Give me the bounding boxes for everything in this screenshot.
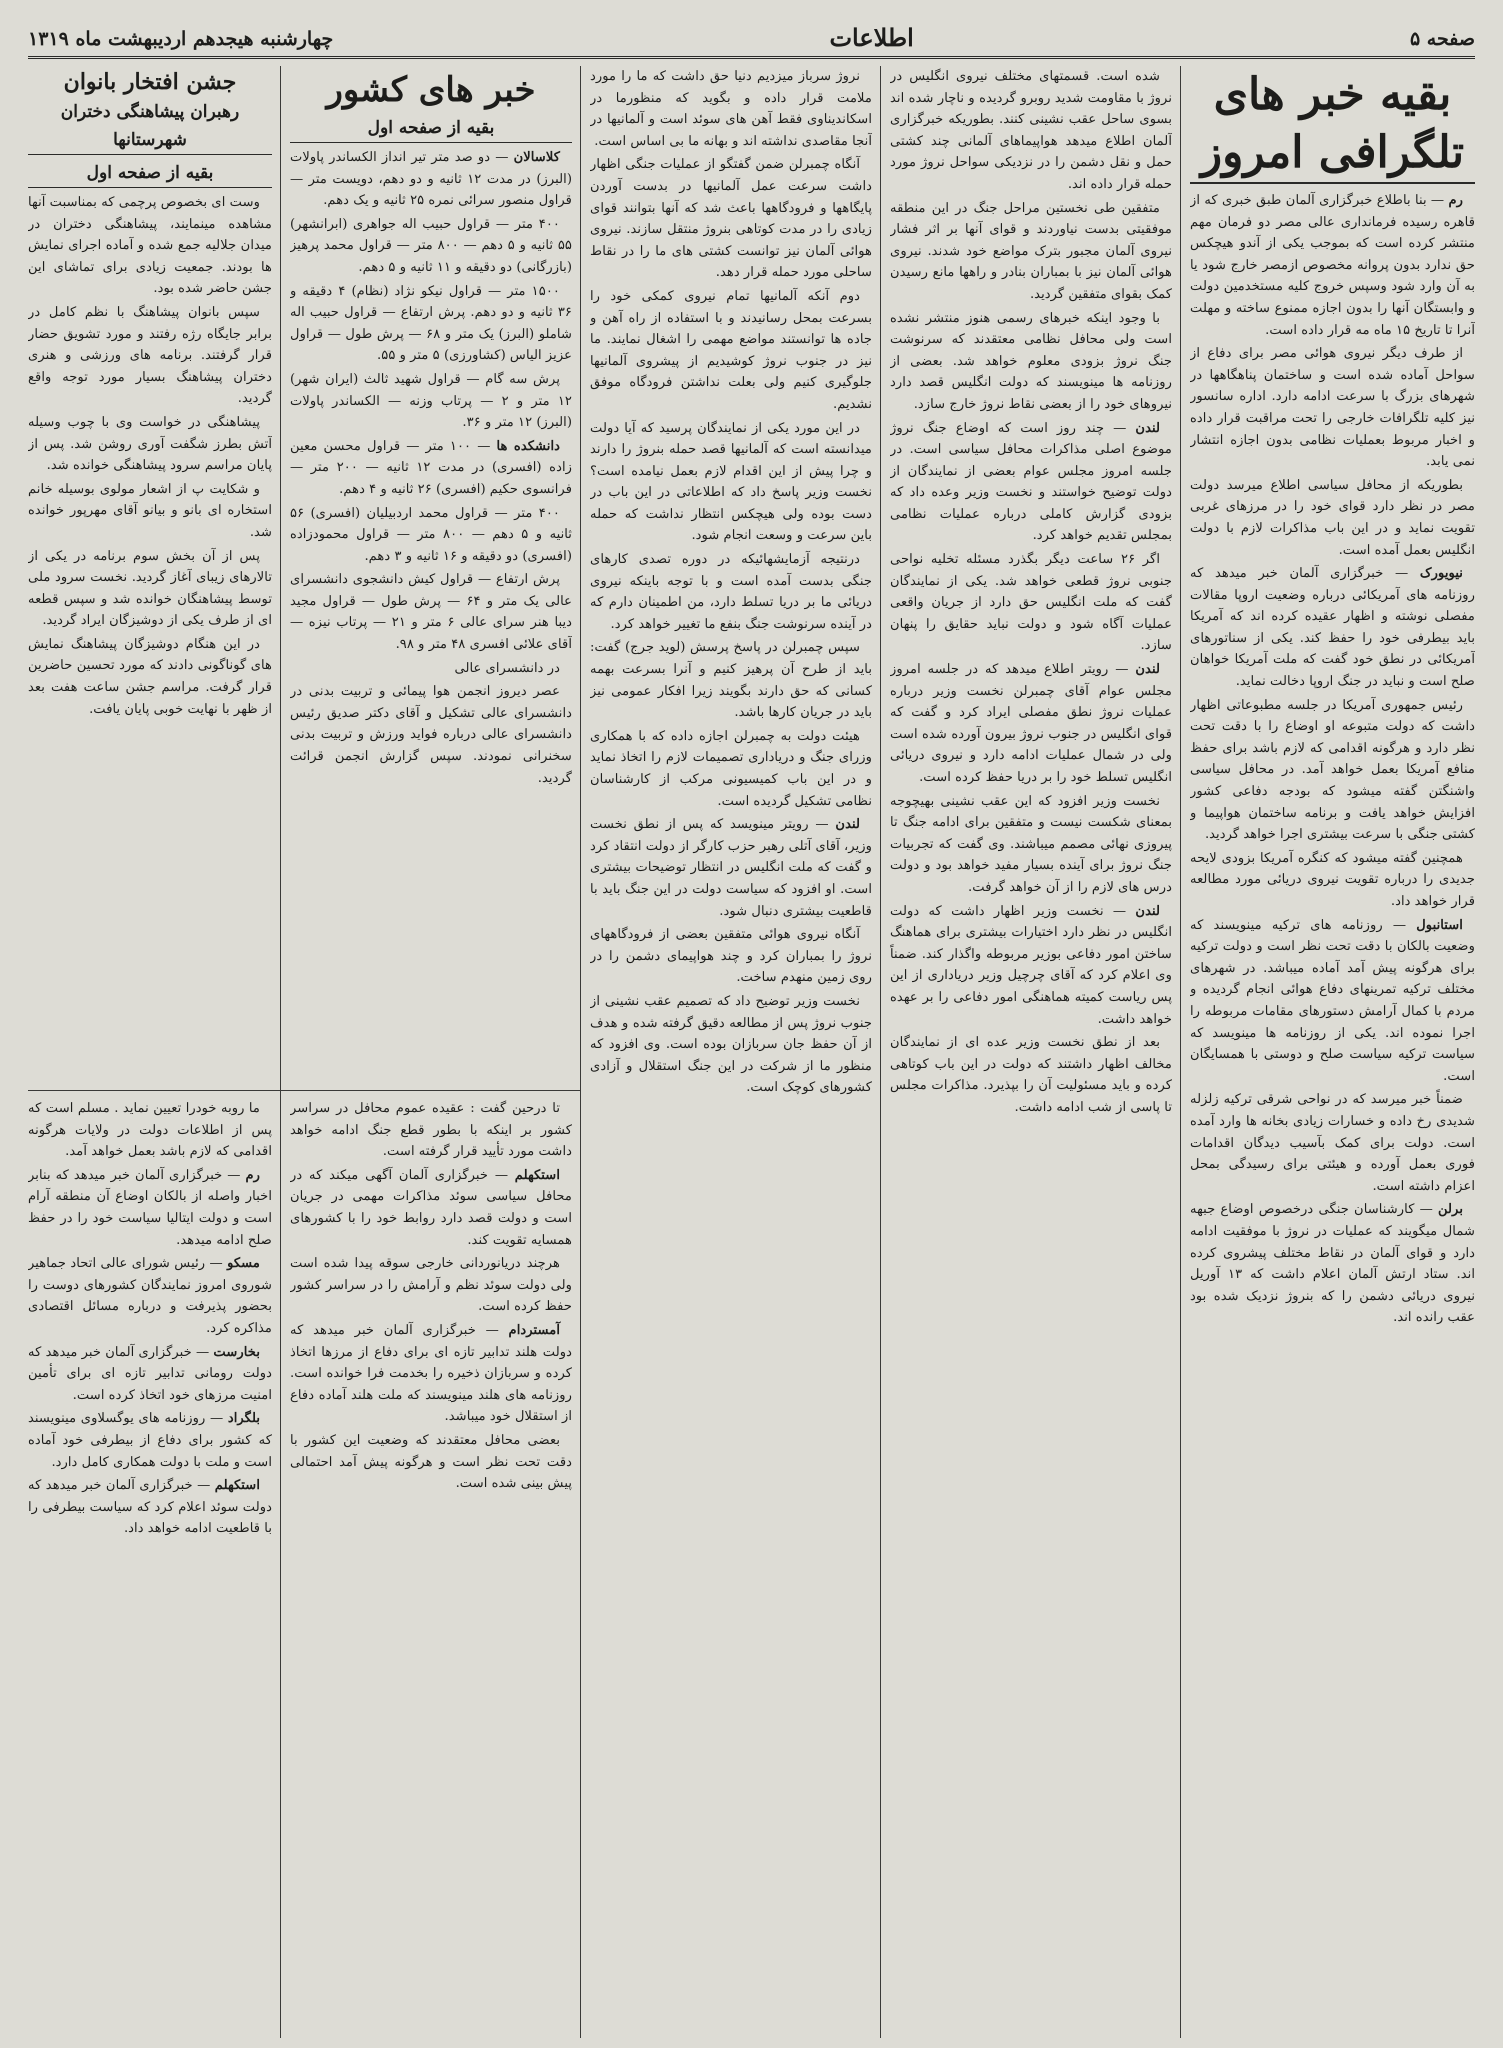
article-paragraph xyxy=(290,436,572,501)
paragraph-text: — دو صد متر تیر انداز الکساندر پاولات (البرز) در مدت ۱۲ ثانیه و دو دهم، دویست متر — قراول منصور سرائی نمره ۲۵ ثانیه و یک دهم. xyxy=(290,150,572,209)
paragraph-text: — بنا باطلاع خبرگزاری آلمان طبق خبری که از قاهره رسیده فرمانداری عالی مصر دو فرمان مهم منتشر کرده است که بموجب یکی از آندو هیچکس حق ندارد بدون پروانه مخصوص ازمصر خارج شود یا به آن وارد شود وسپس خروج کلیه مستخدمین دولت و وابستگان آنها را بدون اجازه ممنوع ساخته و مهلت آنرا تا تاریخ ۱۵ ماه مه قرار داده است. xyxy=(1190,193,1475,338)
article-paragraph xyxy=(1190,343,1475,473)
article-paragraph xyxy=(590,154,872,284)
article-paragraph xyxy=(1190,563,1475,693)
article-paragraph xyxy=(28,479,272,544)
article-paragraph xyxy=(890,659,1172,789)
article-paragraph xyxy=(590,991,872,1099)
paragraph-text: و شکایت پ از اشعار مولوی بوسیله خانم استخاره ای بانو و بیانو آقای مهرپور خوانده شد. xyxy=(28,481,272,540)
column-2-body xyxy=(890,66,1172,1119)
article-paragraph xyxy=(28,1342,272,1407)
article-paragraph xyxy=(890,791,1172,899)
paragraph-text: درنتیجه آزمایشهائیکه در دوره تصدی کارهای جنگی بدست آمده است و با توجه باینکه نیروی دریائی ما بر دریا تسلط دارد، من اطمینان دارم که در آینده سرنوشت جنگ بنفع ما تغییر خواهد کرد. xyxy=(590,552,872,632)
paragraph-text: ضمناً خبر میرسد که در نواحی شرقی ترکیه زلزله شدیدی رخ داده و خسارات زیادی بخانه ها وارد آمده است. دولت برای کمک بآسیب دیدگان اقدامات فوری بعمل آورده و هیئتی برای رسیدگی بمحل اعزام داشته است. xyxy=(1190,1092,1475,1194)
dateline-city: آمستردام xyxy=(508,1322,560,1338)
celebration-heading: جشن افتخار بانوان xyxy=(63,69,237,95)
article-paragraph xyxy=(28,634,272,720)
article-paragraph xyxy=(290,681,572,789)
article-paragraph xyxy=(290,147,572,212)
paragraph-text: ما روبه خودرا تعیین نماید . مسلم است که پس از اطلاعات دولت در ولایات هرگونه اقدامی که لازم باشد بعمل خواهد آمد. xyxy=(28,1101,272,1160)
article-paragraph xyxy=(1190,1089,1475,1197)
paragraph-text: — خبرگزاری آلمان خبر میدهد که دولت سوئد اعلام کرد که سیاست بیطرفی را با قاطعیت ادامه خواهد داد. xyxy=(28,1478,272,1537)
paragraph-text: رئیس جمهوری آمریکا در جلسه مطبوعاتی اظهار داشت که دولت متبوعه او اوضاع را با دقت تحت نظر دارد و هرگونه اقدامی که لازم باشد برای حفظ منافع آمریکا بعمل خواهد آمد. در محافل سیاسی واشنگتن گفته میشود که بودجه دفاعی کشور افزایش خواهد یافت و برنامه ساختمان هواپیما و کشتی جنگی با سرعت بیشتری اجرا خواهد گردید. xyxy=(1190,697,1475,843)
paragraph-text: — نخست وزیر اظهار داشت که دولت انگلیس در نظر دارد اختیارات بیشتری برای هماهنگ ساختن امور دفاعی بوزیر مربوطه واگذار کند. ضمناً وی اعلام کرد که آقای چرچیل وزیر دریاداری از این پس ریاست کمیته هماهنگی امور دفاعی را بر عهده خواهد داشت. xyxy=(890,903,1172,1027)
article-paragraph xyxy=(890,1032,1172,1118)
dateline-city: استکهلم xyxy=(514,1167,560,1183)
article-paragraph xyxy=(290,1098,572,1163)
column-3 xyxy=(590,66,872,2038)
paragraph-text: وست ای بخصوص پرچمی که بمناسبت آنها مشاهده مینمایند، پیشاهنگی دختران در میدان جلالیه جمع شده و آماده اجرای نمایش ها بودند. جمعیت زیادی برای تماشای این جشن حاضر شده بود. xyxy=(28,195,272,297)
article-paragraph xyxy=(590,814,872,922)
article-paragraph xyxy=(28,1408,272,1473)
article-paragraph xyxy=(890,549,1172,657)
article-paragraph xyxy=(590,66,872,152)
paragraph-text: — رئیس شورای عالی اتحاد جماهیر شوروی امروز نمایندگان کشورهای دوست را بحضور پذیرفت و درباره مسائل اقتصادی مذاکره کرد. xyxy=(28,1256,272,1336)
masthead xyxy=(28,16,1475,59)
paragraph-text: در این مورد یکی از نمایندگان پرسید که آیا دولت میدانسته است که آلمانیها قصد حمله بنروژ را دارند و چرا پیش از این اقدام لازم بعمل نیامده است؟ نخست وزیر پاسخ داد که اطلاعاتی در این باب در دست بوده ولی هیچکس انتظار نداشت که حمله باین سرعت و وسعت انجام شود. xyxy=(590,420,872,544)
article-paragraph xyxy=(290,569,572,655)
column-3-body xyxy=(590,66,872,1099)
paragraph-text: — رویتر اطلاع میدهد که در جلسه امروز مجلس عوام آقای چمبرلن نخست وزیر درباره عملیات نروژ نطق مفصلی ایراد کرد و گفت که قوای انگلیس در جنوب نروژ بیرون آورده شده است ولی در شمال عملیات ادامه دارد و نیروی دریائی انگلیس تسلط خود را بر دریا حفظ کرده است. xyxy=(890,662,1172,785)
page-number: صفحه ۵ xyxy=(1409,28,1475,50)
paragraph-text: — چند روز است که اوضاع جنگ نروژ موضوع اصلی مذاکرات محافل سیاسی است. در جلسه امروز مجلس عوام بعضی از نمایندگان از دولت توضیح خواستند و نخست وزیر وعده داد که بزودی گزارش کاملی درباره عملیات نظامی بمجلس تقدیم خواهد کرد. xyxy=(890,420,1172,544)
article-paragraph xyxy=(28,302,272,410)
celebration-subheading: رهبران پیشاهنگی دختران شهرستانها xyxy=(28,98,272,155)
article-paragraph xyxy=(28,412,272,477)
article-paragraph xyxy=(290,1165,572,1251)
article-paragraph xyxy=(590,549,872,635)
article-paragraph xyxy=(290,281,572,367)
paragraph-text: در دانشسرای عالی xyxy=(454,660,560,676)
paragraph-text: دوم آنکه آلمانیها تمام نیروی کمکی خود را بسرعت بمحل رسانیدند و با استفاده از راه آهن و جاده ها توانستند مواضع مهمی را اشغال نمایند. ما نیز در جنوب نروژ کوشیدیم از پیشروی آلمانیها جلوگیری کنیم ولی بعلت نداشتن فرودگاه موفق نشدیم. xyxy=(590,288,872,412)
column-5b-body xyxy=(28,1098,272,1540)
paragraph-text: — خبرگزاری آلمان خبر میدهد که بنابر اخبار واصله از بالکان اوضاع آن منطقه آرام است و دولت ایتالیا سیاست خود را در حفظ صلح ادامه میدهد. xyxy=(28,1167,272,1248)
paper-name: اطلاعات xyxy=(829,23,914,52)
column-rule xyxy=(280,66,281,2038)
dateline-city: بخارست xyxy=(213,1344,260,1360)
paragraph-text: — روزنامه های ترکیه مینویسند که وضعیت بالکان با دقت تحت نظر است و دولت ترکیه برای هرگونه پیش آمد آماده میباشد. در شهرهای مختلف ترکیه تمرینهای دفاع هوائی انجام گردیده و مردم با کمال آرامش دستورهای مقامات مربوطه را اجرا نموده اند. یکی از روزنامه ها مینویسد که سیاست ترکیه سیاست صلح و دوستی با همسایگان است. xyxy=(1190,917,1475,1084)
article-paragraph xyxy=(28,1475,272,1540)
article-paragraph xyxy=(28,546,272,632)
column-rule xyxy=(880,66,881,2038)
continued-label: بقیه از صفحه اول xyxy=(28,159,272,188)
main-headline: بقیه خبر های تلگرافی امروز xyxy=(1190,66,1475,184)
continued-label: بقیه از صفحه اول xyxy=(290,114,572,143)
dateline-city: نیویورک xyxy=(1419,566,1463,582)
paragraph-text: نروژ سرباز میزدیم دنیا حق داشت که ما را مورد ملامت قرار داده و بگوید که منظورما در اسکاندیناوی فقط آهن های سوئد است و آلمانیها در آنجا مقاصدی نداشته اند و بهانه ما بی اساس است. xyxy=(590,69,872,149)
paragraph-text: هیئت دولت به چمبرلن اجازه داده که با همکاری وزرای جنگ و دریاداری تصمیمات لازم را اتخاذ نماید و در این باب کمیسیونی مرکب از کارشناسان نظامی تشکیل گردیده است. xyxy=(590,728,872,809)
column-5-body xyxy=(28,192,272,720)
article-paragraph xyxy=(1190,915,1475,1088)
article-paragraph xyxy=(890,308,1172,416)
article-paragraph xyxy=(590,418,872,548)
paragraph-text: پرش سه گام — قراول شهید ثالث (ایران شهر) ۱۲ متر و ۲ — پرتاب وزنه — الکساندر پاولات (البرز) ۱۲ متر و ۳۶. xyxy=(290,371,572,431)
paragraph-text: — خبرگزاری آلمان خبر میدهد که دولت رومانی تدابیر تازه ای برای تأمین امنیت مرزهای خود اتخاذ کرده است. xyxy=(28,1344,272,1403)
paragraph-text: هرچند دریانوردانی خارجی سوقه پیدا شده است ولی دولت سوئد نظم و آرامش را در سراسر کشور حفظ کرده است. xyxy=(290,1256,572,1315)
article-paragraph xyxy=(28,1165,272,1251)
column-4-body xyxy=(290,147,572,789)
paragraph-text: — ۱۰۰ متر — قراول محسن معین زاده (افسری) در مدت ۱۲ ثانیه — ۲۰۰ متر — فرانسوی حکیم (افسری) ۲۶ ثانیه و ۴ دهم. xyxy=(290,438,572,497)
paragraph-text: ۱۵۰۰ متر — قراول نیکو نژاد (نظام) ۴ دقیقه و ۳۶ ثانیه و دو دهم. پرش ارتفاع — قراول حبیب اله شاملو (البرز) یک متر و ۶۸ — پرش طول — قراول عزیز الیاس (کشاورزی) ۵ متر و ۵۵. xyxy=(290,283,572,364)
article-paragraph xyxy=(290,1320,572,1428)
article-paragraph xyxy=(290,658,572,680)
paragraph-text: بعضی محافل معتقدند که وضعیت این کشور با دقت تحت نظر است و هرگونه پیش آمد احتمالی پیش بینی شده است. xyxy=(290,1432,572,1492)
article-paragraph xyxy=(1190,695,1475,846)
dateline-city: مسکو xyxy=(227,1256,260,1272)
paragraph-text: ۴۰۰ متر — قراول محمد اردبیلیان (افسری) ۵۶ ثانیه و ۵ دهم — ۸۰۰ متر — قراول محمودزاده (افسری) دو دقیقه و ۱۶ ثانیه و ۳ دهم. xyxy=(290,505,572,564)
column-rule xyxy=(1180,66,1181,2038)
paragraph-text: عصر دیروز انجمن هوا پیمائی و تربیت بدنی در دانشسرای عالی تشکیل و آقای دکتر صدیق رئیس دانشسرای عالی درباره فواید ورزش و تربیت بدنی سخنرانی نمودند. سپس گزارش انجمن قرائت گردید. xyxy=(290,684,572,786)
section-rule xyxy=(28,1090,580,1091)
paragraph-text: در این هنگام دوشیزگان پیشاهنگ نمایش های گوناگونی دادند که مورد تحسین حاضرین قرار گرفت. مراسم جشن ساعت هفت بعد از ظهر با نهایت خوبی پایان یافت. xyxy=(28,636,272,717)
paragraph-text: پیشاهنگی در خواست وی با چوب وسیله آتش بطرز شگفت آوری روشن شد. پس از پایان مراسم سرود پیشاهنگی خوانده شد. xyxy=(28,414,272,474)
dateline-city: لندن xyxy=(1135,662,1160,678)
article-paragraph xyxy=(590,726,872,812)
paragraph-text: شده است. قسمتهای مختلف نیروی انگلیس در نروژ با مقاومت شدید روبرو گردیده و ناچار شده اند بسوی ساحل عقب نشینی کنند. بطوریکه خبرگزاری آلمان اطلاع میدهد هواپیماهای آلمانی چند کشتی حمل و نقل دشمن را در نزدیکی سواحل نروژ مورد حمله قرار داده اند. xyxy=(890,69,1172,192)
paragraph-text: بعد از نطق نخست وزیر عده ای از نمایندگان مخالف اظهار داشتند که دولت در این باب کوتاهی کرده و باید مسئولیت آن را بپذیرد. مذاکرات مجلس تا پاسی از شب ادامه داشت. xyxy=(890,1035,1172,1115)
article-paragraph xyxy=(590,286,872,416)
article-paragraph xyxy=(290,503,572,568)
article-paragraph xyxy=(1190,475,1475,561)
column-1-body xyxy=(1190,190,1475,1329)
article-paragraph xyxy=(28,192,272,300)
paragraph-text: همچنین گفته میشود که کنگره آمریکا بزودی لایحه جدیدی را درباره تقویت نیروی دریائی مورد مطالعه قرار خواهد داد. xyxy=(1190,850,1475,909)
paragraph-text: اگر ۲۶ ساعت دیگر بگذرد مسئله تخلیه نواحی جنوبی نروژ قطعی خواهد شد. یکی از نمایندگان گفت که ملت انگلیس حق دارد از جریان واقعی عملیات آگاه شود و دولت نباید حقایق را پنهان سازد. xyxy=(890,552,1172,654)
paragraph-text: سپس بانوان پیشاهنگ با نظم کامل در برابر جایگاه رژه رفتند و مورد تشویق حضار قرار گرفتند. برنامه های ورزشی و هنری دختران پیشاهنگ بسیار مورد توجه واقع گردید. xyxy=(28,304,272,407)
paragraph-text: — کارشناسان جنگی درخصوص اوضاع جبهه شمال میگویند که عملیات در نروژ با موفقیت ادامه دارد و قوای آلمان در نقاط مختلف پیشروی کرده اند. ستاد ارتش آلمان اعلام داشت که ۱۳ آوریل نیروی دریائی دشمن را که بنروژ نزدیک شده بود عقب رانده اند. xyxy=(1190,1202,1475,1326)
article-paragraph xyxy=(290,1253,572,1318)
paragraph-text: آنگاه چمبرلن ضمن گفتگو از عملیات جنگی اظهار داشت سرعت عمل آلمانیها در بدست آوردن پایگاهها و فرودگاهها باعث شد که آنها بتوانند قوای زیادی را در مدت کوتاهی بنروژ منتقل سازند. نیروی هوائی آلمان نیز توانست کشتی های ما را در نقاط ساحلی مورد حمله قرار دهد. xyxy=(590,157,872,281)
column-4-bottom xyxy=(290,1098,572,2038)
article-paragraph xyxy=(890,198,1172,306)
paragraph-text: — رویتر مینویسد که پس از نطق نخست وزیر، آقای آتلی رهبر حزب کارگر از دولت انتقاد کرد و گفت که ملت انگلیس در انتظار توضیحات بیشتری است. او افزود که سیاست دولت در این جنگ باید با قاطعیت بیشتری دنبال شود. xyxy=(590,817,872,919)
paragraph-text: آنگاه نیروی هوائی متفقین بعضی از فرودگاههای نروژ را بمباران کرد و چند هواپیمای دشمن را در روی زمین منهدم ساخت. xyxy=(590,927,872,986)
column-1 xyxy=(1190,66,1475,2038)
dateline-city: برلن xyxy=(1437,1202,1463,1218)
dateline-city: رم xyxy=(245,1167,260,1183)
paragraph-text: — روزنامه های یوگسلاوی مینویسند که کشور برای دفاع از بیطرفی خود آماده است و ملت با دولت همکاری کامل دارد. xyxy=(28,1411,272,1470)
article-paragraph xyxy=(890,901,1172,1031)
paragraph-text: — خبرگزاری آلمان خبر میدهد که روزنامه های آمریکائی درباره وضعیت اروپا مقالات مفصلی نوشته و اظهار عقیده کرده اند که آمریکا باید بیطرفی خود را حفظ کند. یکی از سناتورهای آمریکائی در نطق خود گفت که ملت آمریکا خواهان صلح است و نباید در جنگ اروپا دخالت نماید. xyxy=(1190,566,1475,690)
article-paragraph xyxy=(290,1430,572,1495)
paragraph-text: — خبرگزاری آلمان آگهی میکند که در محافل سیاسی سوئد مذاکرات مهمی در جریان است و دولت قصد دارد روابط خود را با کشورهای همسایه تقویت کند. xyxy=(290,1167,572,1248)
dateline-city: لندن xyxy=(835,817,860,833)
domestic-news-heading: خبر های کشور xyxy=(326,70,536,110)
paragraph-text: نخست وزیر افزود که این عقب نشینی بهیچوجه بمعنای شکست نیست و متفقین برای ادامه جنگ تا پیروزی نهائی مصمم میباشند. وی گفت که تجربیات جنگ نروژ برای آینده بسیار مفید خواهد بود و دولت درس های لازم را از آن خواهد گرفت. xyxy=(890,793,1172,895)
dateline-city: رم xyxy=(1448,193,1463,208)
dateline-city: استانبول xyxy=(1416,917,1463,933)
article-paragraph xyxy=(1190,848,1475,913)
paragraph-text: نخست وزیر توضیح داد که تصمیم عقب نشینی از جنوب نروژ پس از مطالعه دقیق گرفته شده و هدف از آن حفظ جان سربازان بوده است. وی افزود که منظور ما از شرکت در این جنگ استقلال و آزادی کشورهای کوچک است. xyxy=(590,993,872,1096)
paragraph-text: از طرف دیگر نیروی هوائی مصر برای دفاع از سواحل آماده شده است و ساختمان پناهگاهها در شهرهای بزرگ با سرعت ادامه دارد. اداره سانسور نیز کلیه تلگرافات خارجی را تحت مراقبت قرار داده و اخبار مربوط بعملیات نظامی بدون اجازه انتشار نمی یابد. xyxy=(1190,346,1475,470)
dateline-city: لندن xyxy=(1135,903,1160,919)
paragraph-text: با وجود اینکه خبرهای رسمی هنوز منتشر نشده است ولی محافل نظامی معتقدند که سرنوشت جنگ نروژ بزودی معلوم خواهد شد. بعضی از روزنامه ها مینویسند که دولت انگلیس قصد دارد نیروهای خود را از بعضی نقاط نروژ خارج سازد. xyxy=(890,310,1172,412)
article-paragraph xyxy=(590,924,872,989)
paragraph-text: پرش ارتفاع — قراول کیش دانشجوی دانشسرای عالی یک متر و ۶۴ — پرش طول — قراول مجید دیبا هنر سرای عالی ۶ متر و ۲۱ — پرتاب نیزه — آقای علائی افسری ۴۸ متر و ۹۸. xyxy=(290,572,572,653)
article-paragraph xyxy=(590,637,872,723)
column-4-top xyxy=(290,66,572,1086)
article-paragraph xyxy=(28,1098,272,1163)
article-paragraph xyxy=(28,1253,272,1339)
paragraph-text: سپس چمبرلن در پاسخ پرسش (لوید جرج) گفت: باید از طرح آن پرهیز کنیم و آنرا بسرعت بهمه کسانی که حق دارند بگویند زیرا افکار عمومی نیز باید در جریان کارها باشد. xyxy=(590,640,872,721)
article-paragraph xyxy=(890,418,1172,548)
column-2 xyxy=(890,66,1172,2038)
issue-date: چهارشنبه هیجدهم اردیبهشت ماه ۱۳۱۹ xyxy=(28,28,334,50)
article-paragraph xyxy=(290,369,572,434)
article-paragraph xyxy=(890,66,1172,196)
article-paragraph xyxy=(1190,190,1475,341)
article-paragraph xyxy=(1190,1199,1475,1329)
dateline-city: بلگراد xyxy=(227,1411,260,1427)
paragraph-text: متفقین طی نخستین مراحل جنگ در این منطقه موفقیتی بدست نیاوردند و قوای آنها بر اثر فشار نیروی آلمان مجبور بترک مواضع خود شدند. نیروی هوائی آلمان نیز با بمباران بنادر و راهها مانع رسیدن کمک بقوای متفقین گردید. xyxy=(890,200,1172,302)
dateline-city: لندن xyxy=(1135,420,1160,436)
column-5-bottom xyxy=(28,1098,272,2038)
paragraph-text: — خبرگزاری آلمان خبر میدهد که دولت هلند تدابیر تازه ای برای دفاع از مرزها اتخاذ کرده و سربازان ذخیره را بخدمت فرا خوانده است. روزنامه های هلند مینویسند که ملت هلند آماده دفاع از استقلال خود میباشد. xyxy=(290,1322,572,1425)
paragraph-text: تا درحین گفت : عقیده عموم محافل در سراسر کشور بر اینکه با بطور قطع جنگ ادامه خواهد داشت مورد تأیید قرار گرفته است. xyxy=(290,1101,572,1160)
column-4b-body xyxy=(290,1098,572,1495)
paragraph-text: ۴۰۰ متر — قراول حبیب اله جواهری (ابرانشهر) ۵۵ ثانیه و ۵ دهم — ۸۰۰ متر — قراول محمد پرهیز (بازرگانی) دو دقیقه و ۱۱ ثانیه و ۵ دهم. xyxy=(290,216,572,275)
dateline-city: دانشکده ها xyxy=(496,438,560,454)
column-5-top xyxy=(28,66,272,1086)
paragraph-text: پس از آن بخش سوم برنامه در یکی از تالارهای زیبای آغاز گردید. نخست سرود ملی توسط پیشاهنگان خوانده شد و سپس قطعه ای از طرف یکی از دوشیزگان ایراد گردید. xyxy=(28,548,272,629)
paragraph-text: بطوریکه از محافل سیاسی اطلاع میرسد دولت مصر در نظر دارد قوای خود را در مرزهای غربی تقویت نماید و در این باب مذاکرات لازم با دولت انگلیس بعمل آمده است. xyxy=(1190,477,1475,558)
article-paragraph xyxy=(290,214,572,279)
dateline-city: استکهلم xyxy=(214,1478,260,1494)
column-rule xyxy=(580,66,581,2038)
dateline-city: کلاسالان xyxy=(513,150,560,165)
